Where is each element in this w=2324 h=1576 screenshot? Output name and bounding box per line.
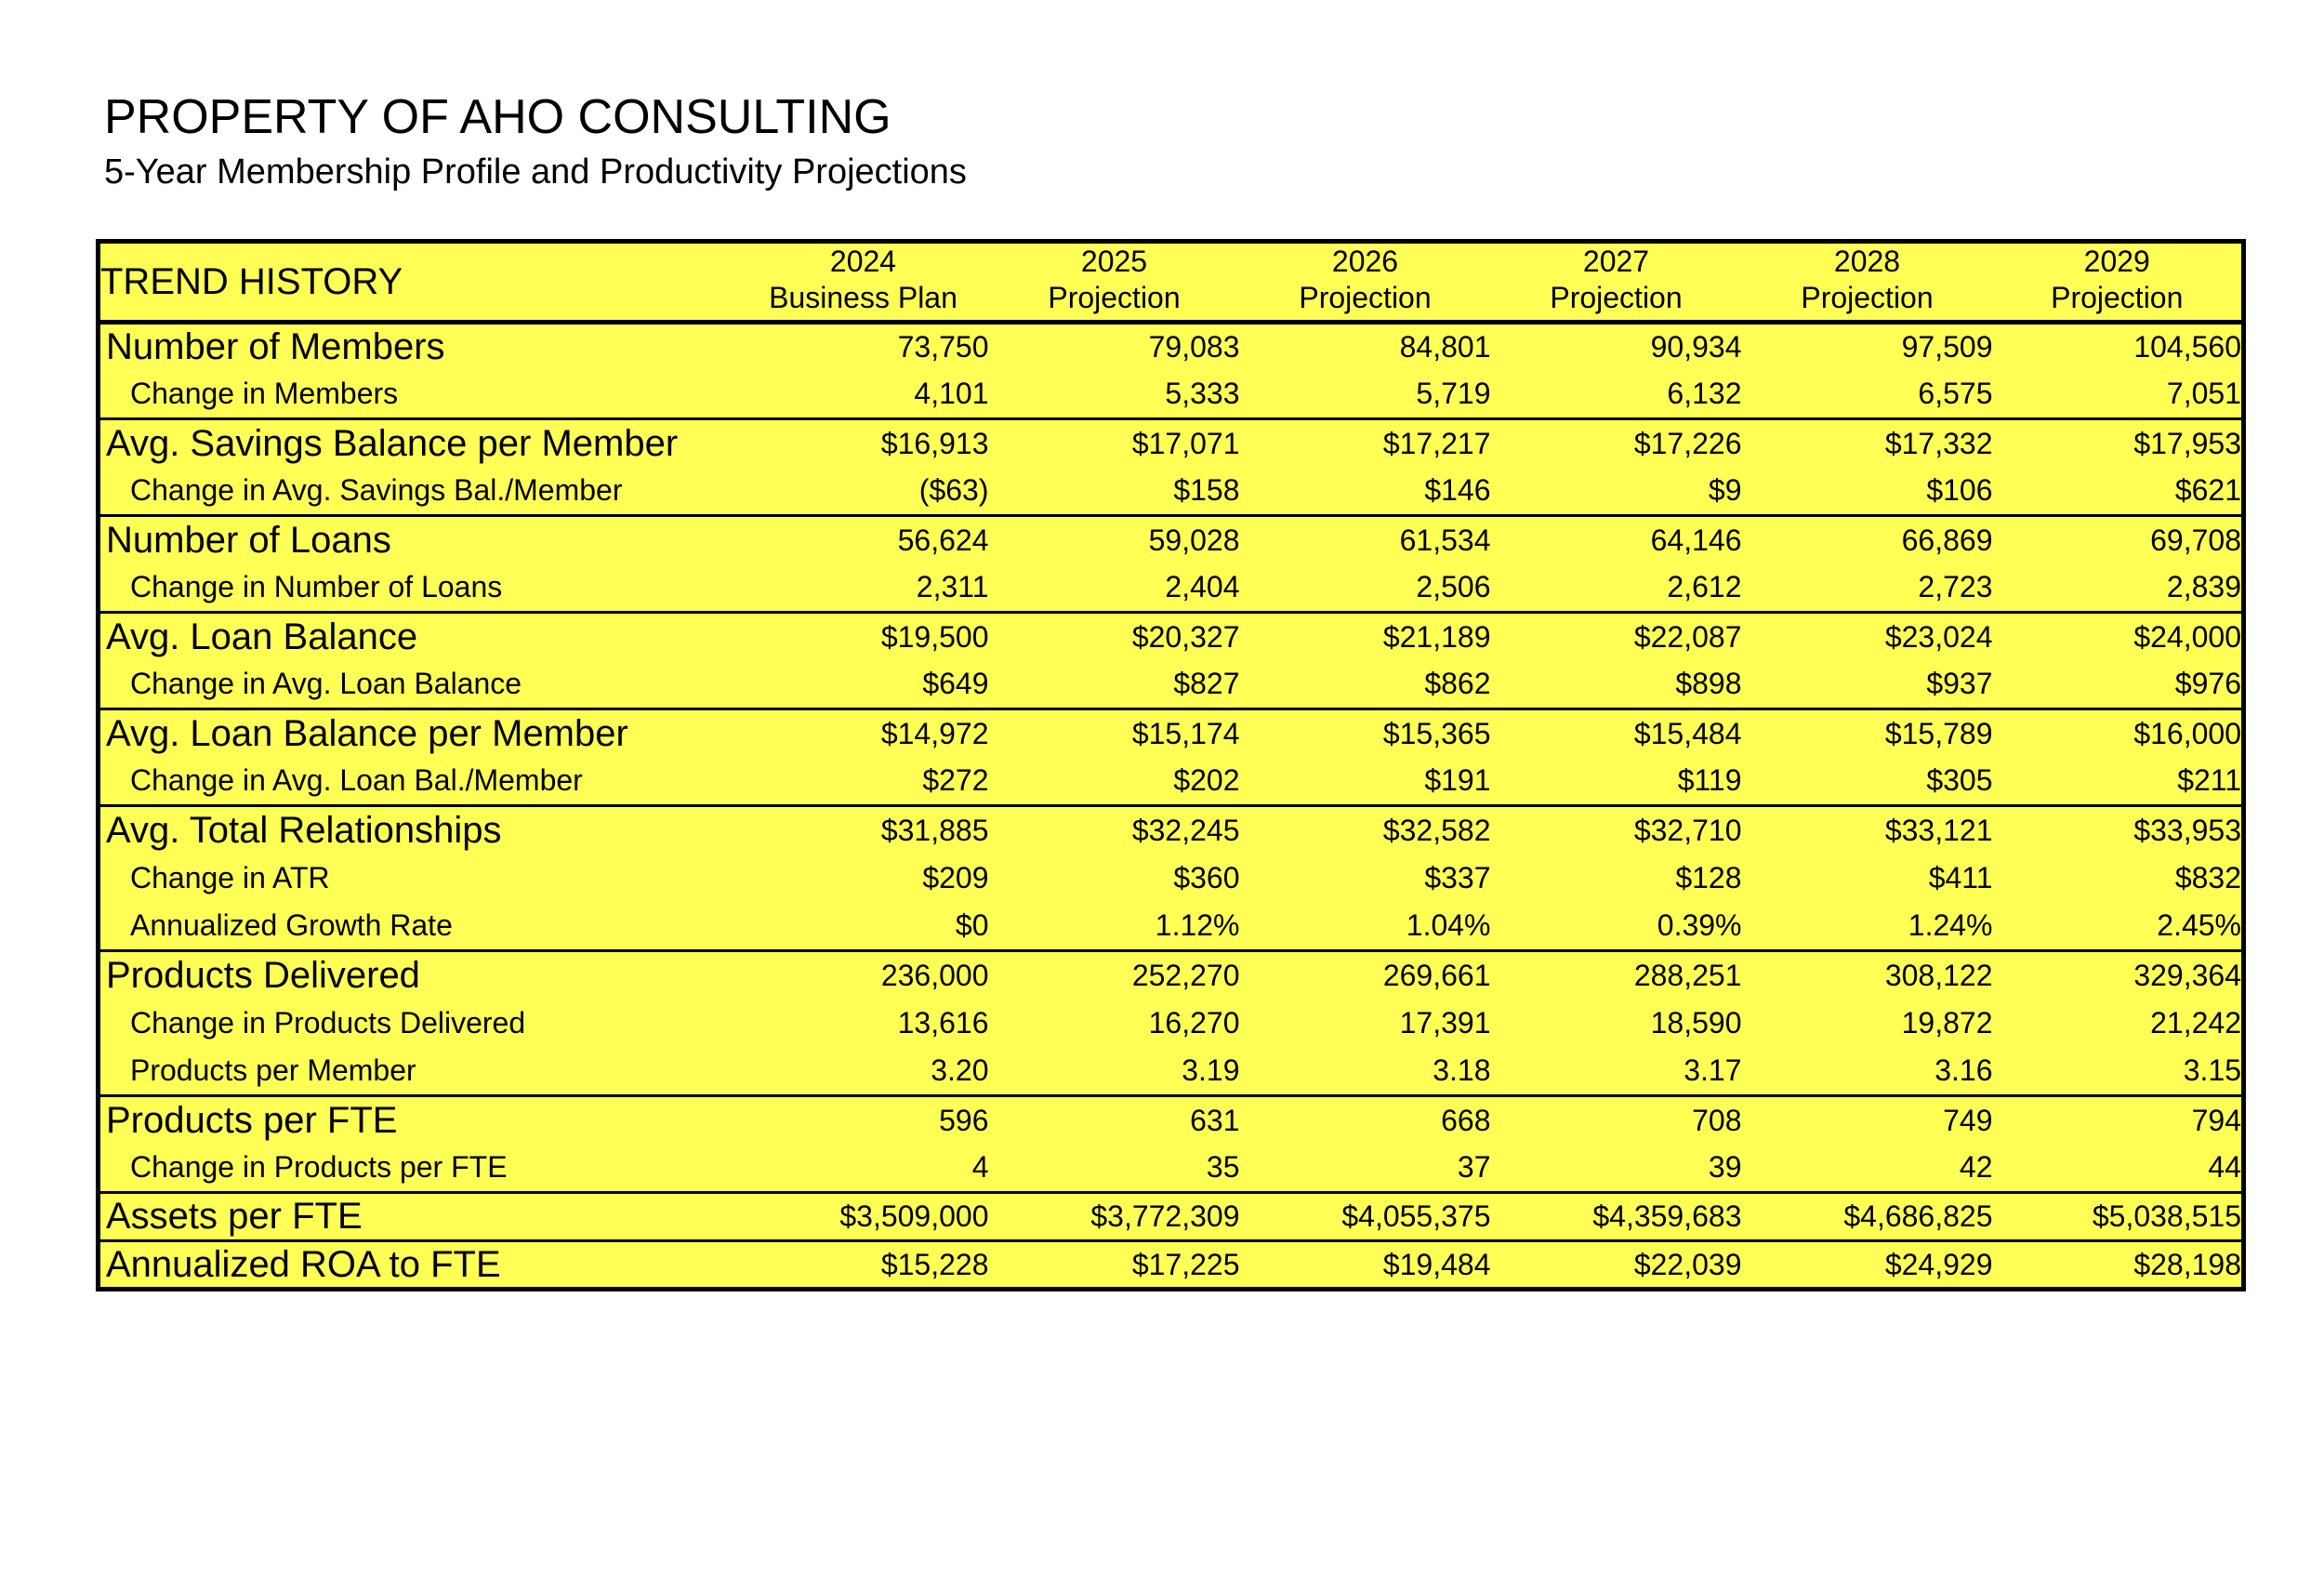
column-kind: Projection [1299, 281, 1432, 314]
row-value: 329,364 [1993, 951, 2244, 1000]
row-value: 64,146 [1491, 516, 1742, 564]
row-value: 3.20 [931, 1053, 989, 1088]
row-value: $24,929 [1742, 1241, 1993, 1290]
table-row [99, 758, 2244, 806]
row-value: 3.19 [1182, 1053, 1240, 1088]
table-row [99, 516, 2244, 564]
row-value: $0 [955, 908, 989, 943]
row-label: Change in Avg. Loan Balance [130, 667, 522, 701]
row-value: $17,217 [1240, 419, 1491, 468]
row-value: 104,560 [2133, 330, 2241, 364]
row-value: $24,000 [1993, 613, 2244, 661]
row-value: $28,198 [1993, 1241, 2244, 1290]
row-value: 2,723 [1918, 570, 1993, 604]
row-label: Annualized Growth Rate [130, 908, 453, 943]
column-header-2027 [1491, 242, 1742, 323]
row-label: Change in Number of Loans [130, 570, 503, 604]
row-value: $17,226 [1491, 419, 1742, 468]
row-value: 42 [1959, 1150, 1993, 1185]
row-value: 4 [971, 1150, 989, 1185]
trend-history-heading: TREND HISTORY [99, 242, 738, 323]
row-label: Products Delivered [99, 951, 738, 1000]
table-row [99, 1048, 2244, 1096]
row-label: Avg. Loan Balance per Member [99, 709, 738, 758]
row-value: $16,913 [738, 419, 989, 468]
row-value: 0.39% [1657, 908, 1742, 943]
row-value: $15,365 [1240, 709, 1491, 758]
row-value: $22,087 [1491, 613, 1742, 661]
column-year: 2024 [829, 245, 897, 278]
row-value: $411 [1928, 861, 1993, 894]
row-value: 631 [989, 1096, 1240, 1145]
row-value: 17,391 [1399, 1006, 1491, 1040]
row-label: Avg. Savings Balance per Member [99, 419, 738, 468]
row-value: 1.12% [1155, 908, 1240, 943]
row-value: 3.18 [1433, 1053, 1491, 1088]
row-value: 90,934 [1650, 330, 1742, 364]
row-value: $3,772,309 [989, 1193, 1240, 1241]
row-value: $209 [922, 861, 989, 894]
row-value: 39 [1708, 1150, 1742, 1185]
row-value: $827 [1173, 667, 1240, 701]
row-value: 16,270 [1148, 1006, 1240, 1040]
row-value: $211 [2177, 763, 2241, 798]
row-value: 3.17 [1684, 1053, 1742, 1088]
row-value: $17,225 [989, 1241, 1240, 1290]
row-value: $305 [1926, 763, 1993, 798]
row-value: 35 [1206, 1150, 1240, 1185]
row-value: $191 [1424, 763, 1491, 798]
row-value: $32,582 [1240, 806, 1491, 854]
row-value: 794 [1993, 1096, 2244, 1145]
row-value: 3.16 [1934, 1053, 1993, 1088]
row-value: $4,359,683 [1491, 1193, 1742, 1241]
row-value: 73,750 [897, 330, 989, 364]
row-value: $16,000 [1993, 709, 2244, 758]
row-label: Products per FTE [99, 1096, 738, 1145]
row-value: 596 [738, 1096, 989, 1145]
table-body [99, 323, 2244, 1290]
row-label: Products per Member [130, 1053, 416, 1088]
page-title: PROPERTY OF AHO CONSULTING [104, 90, 891, 144]
column-year: 2027 [1582, 245, 1650, 278]
row-value: 708 [1491, 1096, 1742, 1145]
row-value: $19,500 [738, 613, 989, 661]
trend-history-table [96, 239, 2246, 1291]
table-row [99, 661, 2244, 709]
row-value: 2,839 [2166, 570, 2241, 604]
row-label: Assets per FTE [99, 1193, 738, 1241]
row-value: $976 [2174, 667, 2241, 701]
table-row [99, 1241, 2244, 1290]
column-kind: Projection [1550, 281, 1683, 314]
row-label: Change in Members [130, 377, 399, 411]
row-value: $15,228 [738, 1241, 989, 1290]
row-value: 288,251 [1491, 951, 1742, 1000]
row-value: 269,661 [1240, 951, 1491, 1000]
column-year: 2029 [2083, 245, 2150, 278]
row-value: $32,245 [989, 806, 1240, 854]
row-value: 749 [1742, 1096, 1993, 1145]
row-value: $202 [1173, 763, 1240, 798]
column-header-2026 [1240, 242, 1491, 323]
row-value: 69,708 [1993, 516, 2244, 564]
row-label: Change in Products per FTE [130, 1150, 508, 1185]
table-row [99, 468, 2244, 516]
row-value: 2,311 [916, 570, 989, 604]
row-value: 37 [1457, 1150, 1491, 1185]
row-value: $33,121 [1742, 806, 1993, 854]
row-value: 2.45% [2157, 908, 2241, 943]
row-label: Change in Products Delivered [130, 1006, 526, 1040]
table-row [99, 709, 2244, 758]
column-kind: Projection [2051, 281, 2184, 314]
row-value: $33,953 [1993, 806, 2244, 854]
table-row [99, 1000, 2244, 1048]
row-value: $23,024 [1742, 613, 1993, 661]
row-label: Number of Members [106, 326, 445, 368]
table-row [99, 371, 2244, 419]
row-value: $17,953 [1993, 419, 2244, 468]
row-value: 84,801 [1399, 330, 1491, 364]
row-value: 2,506 [1416, 570, 1491, 604]
row-label: Avg. Total Relationships [99, 806, 738, 854]
row-value: 3.15 [2183, 1053, 2241, 1088]
row-value: $832 [2174, 861, 2241, 894]
table-row [99, 323, 2244, 371]
table-row [99, 951, 2244, 1000]
row-value: 21,242 [2150, 1006, 2241, 1040]
column-kind: Business Plan [769, 281, 957, 314]
row-label: Change in ATR [130, 861, 330, 894]
row-value: 18,590 [1650, 1006, 1742, 1040]
row-value: 252,270 [989, 951, 1240, 1000]
row-value: $272 [922, 763, 989, 798]
row-value: $4,686,825 [1742, 1193, 1993, 1241]
row-value: $9 [1708, 473, 1742, 508]
table-row [99, 854, 2244, 903]
row-value: $106 [1926, 473, 1993, 508]
row-value: $5,038,515 [1993, 1193, 2244, 1241]
row-value: 6,575 [1918, 377, 1993, 411]
row-value: $14,972 [738, 709, 989, 758]
row-value: $17,071 [989, 419, 1240, 468]
row-value: 5,719 [1416, 377, 1491, 411]
row-value: 4,101 [914, 377, 989, 411]
row-value: 1.24% [1908, 908, 1993, 943]
column-header-2024 [738, 242, 989, 323]
row-value: $15,174 [989, 709, 1240, 758]
row-value: $360 [1173, 861, 1240, 894]
row-value: 1.04% [1406, 908, 1491, 943]
table-header-row [99, 242, 2244, 323]
row-value: $158 [1173, 473, 1240, 508]
column-header-2028 [1742, 242, 1993, 323]
row-value: $337 [1424, 861, 1491, 894]
row-value: 61,534 [1240, 516, 1491, 564]
row-value: $649 [922, 667, 989, 701]
row-value: 97,509 [1901, 330, 1993, 364]
row-value: 5,333 [1165, 377, 1240, 411]
row-value: $20,327 [989, 613, 1240, 661]
table-row [99, 1193, 2244, 1241]
row-value: 2,404 [1165, 570, 1240, 604]
table-row [99, 419, 2244, 468]
column-header-2025 [989, 242, 1240, 323]
row-value: $937 [1926, 667, 1993, 701]
row-label: Annualized ROA to FTE [99, 1241, 738, 1290]
row-value: 59,028 [989, 516, 1240, 564]
row-value: $119 [1677, 763, 1742, 798]
row-value: $21,189 [1240, 613, 1491, 661]
row-value: $17,332 [1742, 419, 1993, 468]
row-value: $15,789 [1742, 709, 1993, 758]
table-row [99, 903, 2244, 951]
row-value: $898 [1675, 667, 1742, 701]
column-year: 2025 [1080, 245, 1148, 278]
column-kind: Projection [1801, 281, 1934, 314]
row-value: $31,885 [738, 806, 989, 854]
row-value: $19,484 [1240, 1241, 1491, 1290]
row-value: $22,039 [1491, 1241, 1742, 1290]
row-value: $3,509,000 [738, 1193, 989, 1241]
table-row [99, 564, 2244, 613]
table-row [99, 1145, 2244, 1193]
row-value: $128 [1675, 861, 1742, 894]
row-value: $15,484 [1491, 709, 1742, 758]
column-year: 2026 [1331, 245, 1399, 278]
table-row [99, 613, 2244, 661]
row-value: 66,869 [1742, 516, 1993, 564]
row-value: $862 [1424, 667, 1491, 701]
row-value: 668 [1240, 1096, 1491, 1145]
column-kind: Projection [1048, 281, 1181, 314]
row-value: 2,612 [1667, 570, 1742, 604]
row-value: 6,132 [1667, 377, 1742, 411]
row-value: $4,055,375 [1240, 1193, 1491, 1241]
row-value: 44 [2208, 1150, 2241, 1185]
row-label: Avg. Loan Balance [99, 613, 738, 661]
row-label: Number of Loans [99, 516, 738, 564]
row-value: 7,051 [2166, 377, 2241, 411]
table-row [99, 1096, 2244, 1145]
row-value: 236,000 [738, 951, 989, 1000]
row-value: 13,616 [897, 1006, 989, 1040]
column-year: 2028 [1833, 245, 1901, 278]
row-value: $621 [2174, 473, 2241, 508]
row-value: 79,083 [1148, 330, 1240, 364]
row-label: Change in Avg. Savings Bal./Member [130, 473, 623, 508]
row-value: 56,624 [738, 516, 989, 564]
row-value: $146 [1424, 473, 1491, 508]
column-header-2029 [1993, 242, 2244, 323]
row-value: ($63) [918, 473, 989, 508]
row-value: $32,710 [1491, 806, 1742, 854]
row-value: 19,872 [1901, 1006, 1993, 1040]
row-value: 308,122 [1742, 951, 1993, 1000]
table-row [99, 806, 2244, 854]
page-subtitle: 5-Year Membership Profile and Productivity Projections [104, 152, 967, 192]
row-label: Change in Avg. Loan Bal./Member [130, 763, 583, 798]
